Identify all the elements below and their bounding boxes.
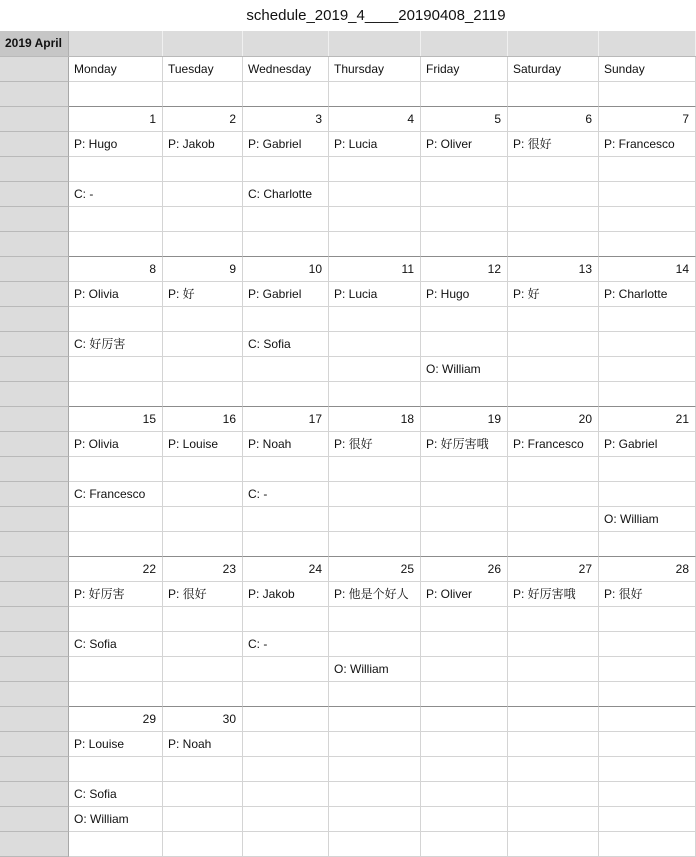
cell[interactable]: [421, 157, 508, 182]
cell[interactable]: [508, 732, 599, 757]
cell[interactable]: [599, 832, 696, 857]
row-header[interactable]: [0, 807, 69, 832]
row-header[interactable]: [0, 57, 69, 82]
cell[interactable]: [599, 632, 696, 657]
cell[interactable]: [508, 207, 599, 232]
cell[interactable]: [163, 482, 243, 507]
cell[interactable]: [508, 757, 599, 782]
grid-row: [0, 382, 696, 407]
row-header[interactable]: [0, 357, 69, 382]
cell[interactable]: [421, 807, 508, 832]
date-cell[interactable]: 7: [599, 107, 696, 132]
cell[interactable]: [508, 832, 599, 857]
cell[interactable]: Wednesday: [243, 57, 329, 82]
grid-row: [0, 607, 696, 632]
cell[interactable]: [599, 682, 696, 707]
cell[interactable]: [329, 457, 421, 482]
cell[interactable]: [329, 207, 421, 232]
cell[interactable]: [599, 732, 696, 757]
cell[interactable]: C: 好厉害: [69, 332, 163, 357]
cell[interactable]: [421, 307, 508, 332]
row-header[interactable]: [0, 382, 69, 407]
row-header[interactable]: [0, 282, 69, 307]
cell[interactable]: [329, 632, 421, 657]
cell[interactable]: [599, 657, 696, 682]
cell[interactable]: [421, 732, 508, 757]
cell[interactable]: [421, 82, 508, 107]
cell[interactable]: [421, 532, 508, 557]
cell[interactable]: [599, 457, 696, 482]
date-cell[interactable]: [508, 707, 599, 732]
cell[interactable]: [163, 532, 243, 557]
cell[interactable]: [243, 232, 329, 257]
date-cell[interactable]: 18: [329, 407, 421, 432]
cell[interactable]: [69, 507, 163, 532]
date-cell[interactable]: [243, 707, 329, 732]
window-title: schedule_2019_4____20190408_2119: [246, 7, 506, 24]
cell[interactable]: P: Gabriel: [243, 132, 329, 157]
date-cell[interactable]: 13: [508, 257, 599, 282]
grid-row: [0, 732, 696, 757]
cell[interactable]: [69, 657, 163, 682]
row-header[interactable]: [0, 557, 69, 582]
cell[interactable]: P: 很好: [163, 582, 243, 607]
row-header[interactable]: [0, 707, 69, 732]
date-cell[interactable]: [421, 707, 508, 732]
cell[interactable]: [508, 307, 599, 332]
cell[interactable]: [243, 757, 329, 782]
cell[interactable]: C: -: [243, 482, 329, 507]
cell[interactable]: [508, 682, 599, 707]
grid-row: [0, 282, 696, 307]
cell[interactable]: [243, 832, 329, 857]
row-header[interactable]: [0, 207, 69, 232]
cell[interactable]: P: Charlotte: [599, 282, 696, 307]
cell[interactable]: [599, 207, 696, 232]
cell[interactable]: [69, 307, 163, 332]
cell[interactable]: C: Sofia: [69, 782, 163, 807]
cell[interactable]: P: 好: [508, 282, 599, 307]
date-cell[interactable]: 5: [421, 107, 508, 132]
cell[interactable]: [329, 382, 421, 407]
cell[interactable]: [243, 507, 329, 532]
cell[interactable]: C: -: [69, 182, 163, 207]
cell[interactable]: [243, 82, 329, 107]
date-cell[interactable]: 23: [163, 557, 243, 582]
row-header[interactable]: [0, 507, 69, 532]
grid-row: [0, 332, 696, 357]
cell[interactable]: P: 好: [163, 282, 243, 307]
row-header[interactable]: [0, 632, 69, 657]
sheet-label[interactable]: 2019 April: [0, 31, 69, 56]
cell[interactable]: [69, 532, 163, 557]
date-cell[interactable]: 8: [69, 257, 163, 282]
cell[interactable]: [243, 782, 329, 807]
cell[interactable]: C: Francesco: [69, 482, 163, 507]
cell[interactable]: [329, 182, 421, 207]
row-header[interactable]: [0, 332, 69, 357]
cell[interactable]: P: 很好: [329, 432, 421, 457]
cell[interactable]: P: 好厉害哦: [508, 582, 599, 607]
cell[interactable]: O: William: [329, 657, 421, 682]
date-cell[interactable]: 10: [243, 257, 329, 282]
date-cell[interactable]: 30: [163, 707, 243, 732]
row-header[interactable]: [0, 657, 69, 682]
grid-row: [0, 632, 696, 657]
cell[interactable]: P: Gabriel: [243, 282, 329, 307]
cell[interactable]: [329, 832, 421, 857]
cell[interactable]: [163, 232, 243, 257]
grid-row: [0, 832, 696, 857]
cell[interactable]: [329, 507, 421, 532]
cell[interactable]: [69, 832, 163, 857]
date-cell[interactable]: [599, 707, 696, 732]
cell[interactable]: [243, 682, 329, 707]
cell[interactable]: [599, 157, 696, 182]
grid-row: [0, 132, 696, 157]
date-cell[interactable]: 22: [69, 557, 163, 582]
cell[interactable]: [163, 357, 243, 382]
cell[interactable]: [243, 157, 329, 182]
date-cell[interactable]: 21: [599, 407, 696, 432]
cell[interactable]: C: Sofia: [69, 632, 163, 657]
date-cell[interactable]: 15: [69, 407, 163, 432]
cell[interactable]: [163, 657, 243, 682]
cell[interactable]: [163, 182, 243, 207]
date-cell[interactable]: 27: [508, 557, 599, 582]
spreadsheet-grid: [0, 31, 696, 857]
row-header[interactable]: [0, 732, 69, 757]
cell[interactable]: [599, 332, 696, 357]
row-header[interactable]: [0, 432, 69, 457]
cell[interactable]: [243, 457, 329, 482]
row-header[interactable]: [0, 532, 69, 557]
cell[interactable]: [69, 457, 163, 482]
cell[interactable]: [243, 357, 329, 382]
grid-row: [0, 82, 696, 107]
cell[interactable]: Thursday: [329, 57, 421, 82]
cell[interactable]: [163, 207, 243, 232]
cell[interactable]: [599, 82, 696, 107]
cell[interactable]: [243, 657, 329, 682]
cell[interactable]: O: William: [421, 357, 508, 382]
row-header[interactable]: [0, 757, 69, 782]
grid-row: [0, 257, 696, 282]
cell[interactable]: Monday: [69, 57, 163, 82]
cell[interactable]: [163, 757, 243, 782]
cell[interactable]: [508, 232, 599, 257]
cell[interactable]: [599, 807, 696, 832]
column-header[interactable]: [329, 31, 421, 56]
cell[interactable]: [243, 607, 329, 632]
cell[interactable]: [329, 532, 421, 557]
column-header-bar: [0, 31, 696, 57]
cell[interactable]: [163, 607, 243, 632]
cell[interactable]: [508, 632, 599, 657]
date-cell[interactable]: 4: [329, 107, 421, 132]
cell[interactable]: [508, 332, 599, 357]
cell[interactable]: C: Sofia: [243, 332, 329, 357]
cell[interactable]: [69, 382, 163, 407]
cell[interactable]: P: Louise: [163, 432, 243, 457]
cell[interactable]: P: Noah: [243, 432, 329, 457]
cell[interactable]: [599, 232, 696, 257]
date-cell[interactable]: 6: [508, 107, 599, 132]
date-cell[interactable]: 19: [421, 407, 508, 432]
cell[interactable]: [508, 657, 599, 682]
cell[interactable]: [421, 482, 508, 507]
date-cell[interactable]: 25: [329, 557, 421, 582]
cell[interactable]: [508, 382, 599, 407]
cell[interactable]: [599, 307, 696, 332]
cell[interactable]: [329, 82, 421, 107]
grid-row: [0, 782, 696, 807]
cell[interactable]: [421, 657, 508, 682]
grid-row: [0, 207, 696, 232]
cell[interactable]: [163, 332, 243, 357]
cell[interactable]: [69, 757, 163, 782]
cell[interactable]: [508, 357, 599, 382]
cell[interactable]: P: Hugo: [69, 132, 163, 157]
cell[interactable]: P: Louise: [69, 732, 163, 757]
grid-row: [0, 107, 696, 132]
cell[interactable]: [329, 232, 421, 257]
date-cell[interactable]: 14: [599, 257, 696, 282]
cell[interactable]: [329, 757, 421, 782]
cell[interactable]: [329, 732, 421, 757]
grid-row: [0, 557, 696, 582]
cell[interactable]: [163, 307, 243, 332]
cell[interactable]: [69, 232, 163, 257]
row-header[interactable]: [0, 457, 69, 482]
cell[interactable]: [421, 782, 508, 807]
cell[interactable]: [163, 832, 243, 857]
cell[interactable]: [599, 607, 696, 632]
cell[interactable]: [163, 632, 243, 657]
grid-row: [0, 232, 696, 257]
cell[interactable]: Saturday: [508, 57, 599, 82]
cell[interactable]: [599, 357, 696, 382]
cell[interactable]: P: Oliver: [421, 582, 508, 607]
grid-row: [0, 657, 696, 682]
row-header[interactable]: [0, 782, 69, 807]
cell[interactable]: P: Noah: [163, 732, 243, 757]
cell[interactable]: P: Gabriel: [599, 432, 696, 457]
cell[interactable]: [243, 307, 329, 332]
grid-row: [0, 457, 696, 482]
cell[interactable]: P: 很好: [508, 132, 599, 157]
cell[interactable]: P: Lucia: [329, 282, 421, 307]
row-header[interactable]: [0, 832, 69, 857]
cell[interactable]: [421, 182, 508, 207]
cell[interactable]: [329, 482, 421, 507]
cell[interactable]: [163, 507, 243, 532]
column-header[interactable]: [599, 31, 696, 56]
grid-row: [0, 757, 696, 782]
cell[interactable]: [329, 807, 421, 832]
row-header[interactable]: [0, 482, 69, 507]
cell[interactable]: P: Olivia: [69, 282, 163, 307]
date-cell[interactable]: [329, 707, 421, 732]
cell[interactable]: [508, 157, 599, 182]
row-header[interactable]: [0, 607, 69, 632]
cell[interactable]: [421, 457, 508, 482]
cell[interactable]: P: Olivia: [69, 432, 163, 457]
cell[interactable]: O: William: [599, 507, 696, 532]
date-cell[interactable]: 2: [163, 107, 243, 132]
cell[interactable]: [243, 807, 329, 832]
cell[interactable]: [243, 732, 329, 757]
cell[interactable]: [508, 507, 599, 532]
cell[interactable]: [329, 307, 421, 332]
date-cell[interactable]: 20: [508, 407, 599, 432]
date-cell[interactable]: 16: [163, 407, 243, 432]
cell[interactable]: [163, 157, 243, 182]
cell[interactable]: [421, 607, 508, 632]
date-cell[interactable]: 1: [69, 107, 163, 132]
cell[interactable]: [599, 782, 696, 807]
cell[interactable]: P: 很好: [599, 582, 696, 607]
cell[interactable]: [421, 507, 508, 532]
cell[interactable]: [508, 482, 599, 507]
cell[interactable]: P: Lucia: [329, 132, 421, 157]
cell[interactable]: [163, 382, 243, 407]
column-header[interactable]: [508, 31, 599, 56]
date-cell[interactable]: 29: [69, 707, 163, 732]
cell[interactable]: [508, 532, 599, 557]
cell[interactable]: [508, 807, 599, 832]
cell[interactable]: [599, 182, 696, 207]
row-header[interactable]: [0, 132, 69, 157]
cell[interactable]: [243, 532, 329, 557]
row-header[interactable]: [0, 582, 69, 607]
grid-row: [0, 807, 696, 832]
grid-row: [0, 682, 696, 707]
cell[interactable]: [421, 632, 508, 657]
row-header[interactable]: [0, 232, 69, 257]
cell[interactable]: [163, 782, 243, 807]
cell[interactable]: [163, 457, 243, 482]
grid-row: [0, 407, 696, 432]
row-header[interactable]: [0, 107, 69, 132]
cell[interactable]: O: William: [69, 807, 163, 832]
cell[interactable]: [599, 532, 696, 557]
cell[interactable]: [599, 382, 696, 407]
column-header[interactable]: [69, 31, 163, 56]
row-header[interactable]: [0, 307, 69, 332]
cell[interactable]: [163, 82, 243, 107]
cell[interactable]: [163, 807, 243, 832]
cell[interactable]: P: 好厉害: [69, 582, 163, 607]
cell[interactable]: [508, 82, 599, 107]
cell[interactable]: P: Hugo: [421, 282, 508, 307]
cell[interactable]: [421, 832, 508, 857]
date-cell[interactable]: 11: [329, 257, 421, 282]
cell[interactable]: P: Jakob: [243, 582, 329, 607]
date-cell[interactable]: 24: [243, 557, 329, 582]
cell[interactable]: [69, 357, 163, 382]
row-header[interactable]: [0, 682, 69, 707]
grid-row: [0, 482, 696, 507]
cell[interactable]: [508, 607, 599, 632]
cell[interactable]: [508, 782, 599, 807]
grid-row: [0, 507, 696, 532]
cell[interactable]: [329, 332, 421, 357]
cell[interactable]: C: Charlotte: [243, 182, 329, 207]
grid-row: [0, 57, 696, 82]
cell[interactable]: [329, 357, 421, 382]
cell[interactable]: [329, 157, 421, 182]
row-header[interactable]: [0, 182, 69, 207]
grid-row: [0, 307, 696, 332]
column-header[interactable]: [421, 31, 508, 56]
cell[interactable]: [421, 757, 508, 782]
row-header[interactable]: [0, 407, 69, 432]
cell[interactable]: [421, 332, 508, 357]
grid-row: [0, 707, 696, 732]
column-header[interactable]: [243, 31, 329, 56]
cell[interactable]: P: Francesco: [508, 432, 599, 457]
row-header[interactable]: [0, 157, 69, 182]
date-cell[interactable]: 26: [421, 557, 508, 582]
cell[interactable]: P: 他是个好人: [329, 582, 421, 607]
cell[interactable]: [421, 207, 508, 232]
cell[interactable]: P: Oliver: [421, 132, 508, 157]
cell[interactable]: [508, 457, 599, 482]
cell[interactable]: P: 好厉害哦: [421, 432, 508, 457]
cell[interactable]: [69, 607, 163, 632]
cell[interactable]: [69, 207, 163, 232]
cell[interactable]: [421, 682, 508, 707]
cell[interactable]: C: -: [243, 632, 329, 657]
grid-row: [0, 357, 696, 382]
cell[interactable]: Friday: [421, 57, 508, 82]
cell[interactable]: [599, 757, 696, 782]
cell[interactable]: [243, 382, 329, 407]
grid-row: [0, 582, 696, 607]
cell[interactable]: [69, 82, 163, 107]
grid-row: [0, 182, 696, 207]
cell[interactable]: [508, 182, 599, 207]
cell[interactable]: [243, 207, 329, 232]
cell[interactable]: [421, 232, 508, 257]
row-header[interactable]: [0, 257, 69, 282]
date-cell[interactable]: 3: [243, 107, 329, 132]
cell[interactable]: [421, 382, 508, 407]
cell[interactable]: [69, 682, 163, 707]
cell[interactable]: [599, 482, 696, 507]
grid-row: [0, 157, 696, 182]
cell[interactable]: Tuesday: [163, 57, 243, 82]
cell[interactable]: [329, 607, 421, 632]
cell[interactable]: P: Francesco: [599, 132, 696, 157]
grid-row: [0, 432, 696, 457]
grid-row: [0, 532, 696, 557]
date-cell[interactable]: 17: [243, 407, 329, 432]
cell[interactable]: [163, 682, 243, 707]
date-cell[interactable]: 28: [599, 557, 696, 582]
column-header[interactable]: [163, 31, 243, 56]
cell[interactable]: [329, 682, 421, 707]
cell[interactable]: [69, 157, 163, 182]
row-header[interactable]: [0, 82, 69, 107]
cell[interactable]: Sunday: [599, 57, 696, 82]
date-cell[interactable]: 9: [163, 257, 243, 282]
cell[interactable]: P: Jakob: [163, 132, 243, 157]
date-cell[interactable]: 12: [421, 257, 508, 282]
cell[interactable]: [329, 782, 421, 807]
